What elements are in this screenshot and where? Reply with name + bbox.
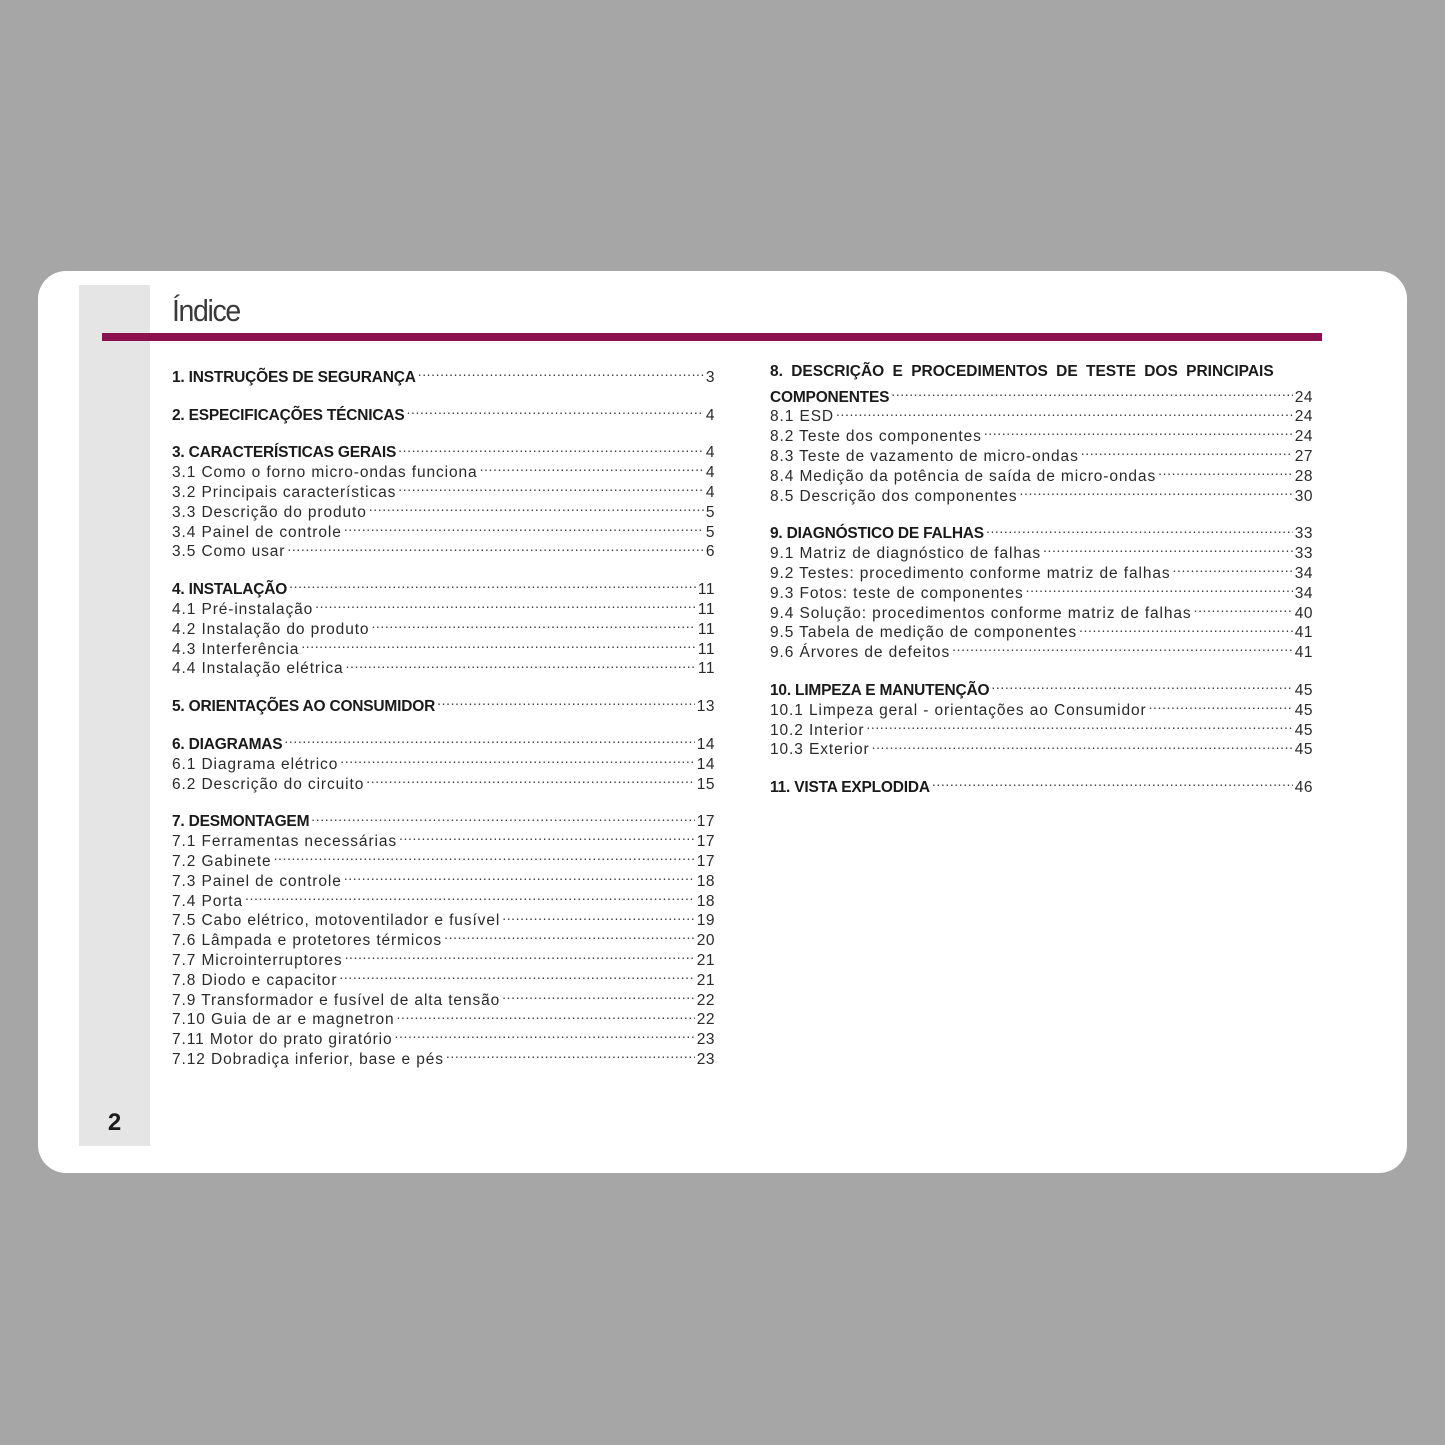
toc-entry-label: 1. INSTRUÇÕES DE SEGURANÇA (172, 368, 416, 386)
toc-entry-label: 7.12 Dobradiça inferior, base e pés (172, 1050, 444, 1068)
toc-entry-label: 9.3 Fotos: teste de componentes (770, 584, 1024, 602)
toc-entry-label: 7.11 Motor do prato giratório (172, 1031, 393, 1049)
toc-section-heading[interactable] (172, 574, 715, 599)
toc-entry-label: 9.6 Árvores de defeitos (770, 644, 951, 662)
toc-page-number: 18 (696, 892, 715, 910)
dot-leader (952, 637, 1293, 657)
toc-page-number: 15 (696, 775, 715, 793)
toc-section (172, 362, 715, 386)
dot-leader (339, 965, 694, 985)
toc-entry-label: 7.5 Cabo elétrico, motoventilador e fusível (172, 912, 501, 930)
toc-entry-label: 7.10 Guia de ar e magnetron (172, 1011, 395, 1029)
toc-page-number: 6 (705, 543, 715, 561)
toc-entry-label: 8.5 Descrição dos componentes (770, 487, 1018, 505)
toc-section (172, 729, 715, 793)
dot-leader (446, 1044, 695, 1064)
toc-entry[interactable] (172, 906, 715, 930)
toc-section-heading[interactable] (172, 438, 715, 462)
dot-leader (891, 382, 1293, 402)
toc-page-number: 21 (696, 971, 715, 989)
toc-entry-label: 10.1 Limpeza geral - orientações ao Consumidor (770, 701, 1147, 719)
dot-leader (418, 362, 704, 382)
toc-section (172, 691, 715, 716)
toc-section (770, 772, 1313, 797)
toc-entry-label: 4.2 Instalação do produto (172, 620, 370, 638)
toc-page-number: 22 (696, 991, 715, 1009)
dot-leader (872, 735, 1293, 755)
toc-page-number: 11 (697, 620, 715, 638)
toc-entry-label: 7.7 Microinterruptores (172, 951, 343, 969)
toc-section (172, 574, 715, 678)
toc-page-number: 4 (705, 444, 715, 462)
toc-entry-label: 9.1 Matriz de diagnóstico de falhas (770, 545, 1042, 563)
page-number: 2 (107, 1109, 122, 1136)
dot-leader (984, 421, 1293, 441)
toc-section-heading[interactable] (172, 729, 715, 753)
toc-entry-label: 7.2 Gabinete (172, 852, 272, 870)
toc-page-number: 18 (696, 872, 715, 890)
toc-section (770, 519, 1313, 662)
toc-section-heading[interactable] (770, 382, 1313, 406)
dot-leader (986, 519, 1293, 539)
toc-page-number: 22 (696, 1011, 715, 1029)
toc-page-number: 3 (705, 368, 715, 386)
toc-entry[interactable] (172, 886, 715, 910)
toc-page-number: 11 (697, 640, 715, 658)
toc-page-number: 30 (1294, 487, 1313, 505)
dot-leader (502, 985, 695, 1005)
toc-entry-label: 9.4 Solução: procedimentos conforme matriz de falhas (770, 604, 1192, 622)
toc-entry-label: 3.2 Principais características (172, 483, 397, 501)
toc-page-number: 5 (705, 523, 715, 541)
toc-page-number: 17 (696, 833, 715, 851)
dot-leader (315, 594, 696, 614)
toc-page-number: 14 (696, 755, 715, 773)
dot-leader (1081, 441, 1293, 461)
toc-page-number: 45 (1294, 721, 1313, 739)
toc-entry-label: 2. ESPECIFICAÇÕES TÉCNICAS (172, 406, 405, 424)
toc-section-heading-line[interactable]: 8. DESCRIÇÃO E PROCEDIMENTOS DE TESTE DOS PRINCIPAIS (770, 363, 1274, 380)
dot-leader (1194, 598, 1293, 618)
dot-leader (301, 634, 696, 654)
toc-page-number: 24 (1294, 408, 1313, 426)
toc-page-number: 20 (696, 932, 715, 950)
dot-leader (340, 749, 695, 769)
toc-section-heading[interactable] (770, 675, 1313, 699)
toc-entry-label: 4.3 Interferência (172, 640, 300, 658)
toc-section-heading[interactable] (172, 807, 715, 831)
toc-entry-label: 7.8 Diodo e capacitor (172, 971, 338, 989)
toc-entry-label: 8.4 Medição da potência de saída de micro-ondas (770, 467, 1157, 485)
toc-entry-label: 10.3 Exterior (770, 741, 870, 759)
toc-entry-label: 6.2 Descrição do circuito (172, 775, 365, 793)
dot-leader (274, 846, 695, 866)
dot-leader (1079, 618, 1293, 638)
toc-entry-label: 3. CARACTERÍSTICAS GERAIS (172, 444, 397, 462)
toc-page-number: 41 (1294, 644, 1313, 662)
toc-section-heading[interactable] (172, 400, 715, 424)
toc-page-number: 45 (1294, 701, 1313, 719)
toc-page-number: 45 (1294, 681, 1313, 699)
toc-section (770, 675, 1313, 759)
dot-leader (366, 769, 695, 789)
dot-leader (245, 886, 695, 906)
toc-entry-label: 9.2 Testes: procedimento conforme matriz de falhas (770, 564, 1171, 582)
toc-entry-label: 7.1 Ferramentas necessárias (172, 833, 398, 851)
toc-page-number: 17 (696, 852, 715, 870)
toc-entry-label: 6.1 Diagrama elétrico (172, 755, 339, 773)
toc-section (172, 807, 715, 1068)
toc-page-number: 23 (696, 1050, 715, 1068)
dot-leader (345, 654, 695, 674)
toc-entry[interactable] (770, 402, 1313, 426)
toc-page-number: 5 (705, 503, 715, 521)
dot-leader (991, 675, 1292, 695)
dot-leader (398, 477, 704, 497)
toc-entry[interactable] (770, 421, 1313, 446)
dot-leader (397, 1005, 695, 1025)
toc-entry-label: 4.4 Instalação elétrica (172, 660, 344, 678)
toc-entry-label: 3.3 Descrição do produto (172, 503, 367, 521)
toc-entry-label: 6. DIAGRAMAS (172, 735, 283, 753)
dot-leader (932, 772, 1293, 792)
dot-leader (444, 925, 695, 945)
dot-leader (284, 729, 694, 749)
toc-page-number: 33 (1294, 525, 1313, 543)
dot-leader (344, 517, 704, 537)
toc-entry-label: 9. DIAGNÓSTICO DE FALHAS (770, 525, 984, 543)
toc-page-number: 4 (705, 464, 715, 482)
toc-left-column (172, 362, 715, 1082)
toc-entry-label: 3.1 Como o forno micro-ondas funciona (172, 464, 478, 482)
toc-page-number: 24 (1294, 428, 1313, 446)
toc-page-number: 23 (696, 1031, 715, 1049)
dot-leader (836, 402, 1293, 422)
dot-leader (1158, 461, 1293, 481)
toc-page-number: 21 (696, 951, 715, 969)
document-page (38, 271, 1407, 1173)
toc-right-column (770, 362, 1313, 810)
toc-entry-label: 10. LIMPEZA E MANUTENÇÃO (770, 681, 990, 699)
toc-section (172, 438, 715, 561)
toc-entry-label: 5. ORIENTAÇÕES AO CONSUMIDOR (172, 698, 436, 716)
toc-entry-label: 7.6 Lâmpada e protetores térmicos (172, 932, 443, 950)
toc-page-number: 24 (1294, 388, 1313, 406)
toc-entry-label: 9.5 Tabela de medição de componentes (770, 624, 1078, 642)
toc-page-number: 13 (696, 698, 715, 716)
dot-leader (311, 807, 694, 827)
toc-page-number: 27 (1294, 447, 1313, 465)
toc-page-number: 45 (1294, 741, 1313, 759)
toc-section (770, 362, 1313, 505)
toc-entry-label: 10.2 Interior (770, 721, 865, 739)
dot-leader (1173, 558, 1293, 578)
toc-section (172, 400, 715, 424)
toc-section-heading[interactable] (172, 362, 715, 386)
toc-entry-label: COMPONENTES (770, 388, 890, 406)
dot-leader (395, 1024, 695, 1044)
toc-page-number: 11 (697, 600, 715, 618)
toc-page-number: 34 (1294, 564, 1313, 582)
dot-leader (399, 826, 695, 846)
dot-leader (289, 574, 696, 594)
side-strip (79, 285, 150, 1146)
dot-leader (437, 691, 695, 711)
title-divider (102, 333, 1322, 341)
dot-leader (866, 715, 1292, 735)
toc-page-number: 4 (705, 406, 715, 424)
toc-section-heading[interactable] (172, 691, 715, 716)
dot-leader (398, 438, 704, 458)
dot-leader (1149, 695, 1293, 715)
toc-page-number: 11 (697, 660, 715, 678)
toc-page-number: 34 (1294, 584, 1313, 602)
dot-leader (1043, 538, 1293, 558)
toc-entry-label: 4.1 Pré-instalação (172, 600, 314, 618)
toc-entry-label: 4. INSTALAÇÃO (172, 581, 288, 599)
toc-entry-label: 7.4 Porta (172, 892, 244, 910)
toc-entry-label: 7.9 Transformador e fusível de alta tensão (172, 991, 501, 1009)
toc-section-heading[interactable] (770, 519, 1313, 543)
toc-page-number: 17 (696, 813, 715, 831)
dot-leader (502, 906, 695, 926)
toc-entry-label: 8.3 Teste de vazamento de micro-ondas (770, 447, 1079, 465)
toc-page-number: 11 (697, 581, 715, 599)
toc-entry-label: 7. DESMONTAGEM (172, 813, 310, 831)
toc-entry-label: 3.4 Painel de controle (172, 523, 342, 541)
toc-page-number: 46 (1294, 779, 1313, 797)
dot-leader (1020, 481, 1293, 501)
toc-page-number: 4 (705, 483, 715, 501)
toc-section-heading[interactable] (770, 772, 1313, 797)
toc-page-number: 33 (1294, 545, 1313, 563)
toc-entry-label: 3.5 Como usar (172, 543, 286, 561)
toc-entry-label: 8.1 ESD (770, 408, 835, 426)
dot-leader (1026, 578, 1293, 598)
toc-entry-label: 7.3 Painel de controle (172, 872, 342, 890)
toc-page-number: 19 (696, 912, 715, 930)
toc-page-number: 41 (1294, 624, 1313, 642)
toc-page-number: 14 (696, 735, 715, 753)
dot-leader (344, 866, 695, 886)
page-title: Índice (172, 293, 240, 328)
dot-leader (480, 457, 704, 477)
toc-page-number: 40 (1294, 604, 1313, 622)
dot-leader (287, 537, 704, 557)
dot-leader (369, 497, 704, 517)
dot-leader (407, 400, 704, 420)
dot-leader (345, 945, 695, 965)
dot-leader (371, 614, 695, 634)
toc-page-number: 28 (1294, 467, 1313, 485)
toc-entry-label: 8.2 Teste dos componentes (770, 428, 982, 446)
toc-entry-label: 11. VISTA EXPLODIDA (770, 779, 930, 797)
